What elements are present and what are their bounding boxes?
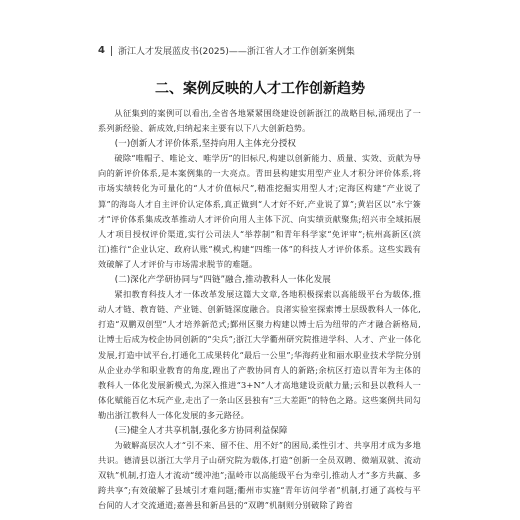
page-number: 4	[98, 45, 105, 56]
subsection-heading-3: (三)健全人才共享机制,强化多方协同利益保障	[114, 424, 288, 435]
subsection-heading-2: (二)深化产学研协同与“四链”融合,推动教科人一体化发展	[114, 274, 331, 285]
subsection-paragraph-1: 破除“唯帽子、唯论文、唯学历”的旧标尺,构建以创新能力、质量、实效、贡献为导向的新评价体系,是本案例集的一大亮点。青田县构建实用型产业人才积分评价体系,将市场实绩转化为可量化的“人才价值标尺”,精准挖掘实用型人才;定海区构建“产业说了算”的海岛人才自主评价认定体系,真正做到“人才好不好,产业说了算”;黄岩区以“永宁簽才”评价体系集成改革推动人才评价向用人主体下沉、向实绩贡献聚焦;绍兴市全域拓展人才项目授权评价渠道,实行公司法人“举荐制”和青年科学家“免评审”;杭州高新区(滨江)推行“企业认定、政府认账”模式,构建“四维一体”的科技人才评价体系。这些实践有效破解了人才评价与市场需求脱节的难题。	[98, 153, 421, 269]
subsection-heading-1: (一)创新人才评价体系,坚持向用人主体充分授权	[114, 138, 297, 149]
running-title: 浙江人才发展蓝皮书(2025)——浙江省人才工作创新案例集	[117, 47, 355, 57]
header-divider	[111, 46, 112, 56]
subsection-paragraph-3: 为破解高层次人才“引不来、留不住、用不好”的困局,柔性引才、共享用才成为多地共识。德清县以浙江大学月子山研究院为载体,打造“创新一全员双聘、微端双就、流动双轨”机制,打造人才流动“缓冲池”;温岭市以高能级平台为牵引,推动人才“多方共赢、多跨共享”;有效破解了县域引才难问题;衢州市实施“青年访问学者”机制,打通了高校与平台间的人才交流通道;嘉善县和新昌县的“双聘”机制则分别破除了跨省	[98, 440, 421, 511]
body-text	[98, 106, 421, 514]
subsection-paragraph-2: 紧扣教育科技人才一体改革发展这篇大文章,各地积极探索以高能级平台为载体,推动人才链、教育链、产业链、创新链深度融合。良渚实验室探索博士层级教科人一体化,打造“双鹏双创型”人才培养新范式;鄞州区聚力构建以博士后为纽带的产才融合新格局,让博士后成为校企协同创新的“尖兵”;浙江大学衢州研究院推进学科、人才、产业一体化发展,打造中试平台,打通化工成果转化“最后一公里”;华海药业和丽水职业技术学院分别从企业办学和职业教育的角度,蹚出了产教协同育人的新路;余杭区打造以青年为主体的教科人一体化发展新模式,为深入推进“3+N”人才高地建设贡献力量;云和县以教科人一体化赋能百亿木玩产业,走出了一条山区县独有“三大差距”的特色之路。这些案例共同勾勒出浙江教科人一体化发展的多元路径。	[98, 289, 421, 420]
intro-paragraph: 从征集到的案例可以看出,全省各地紧紧围绕建设创新浙江的战略目标,涌现出了一系列新经验、新成效,归纳起来主要有以下八大创新趋势。	[98, 108, 421, 134]
running-header	[98, 44, 355, 57]
section-title: 二、案例反映的人才工作创新趋势	[155, 81, 365, 97]
